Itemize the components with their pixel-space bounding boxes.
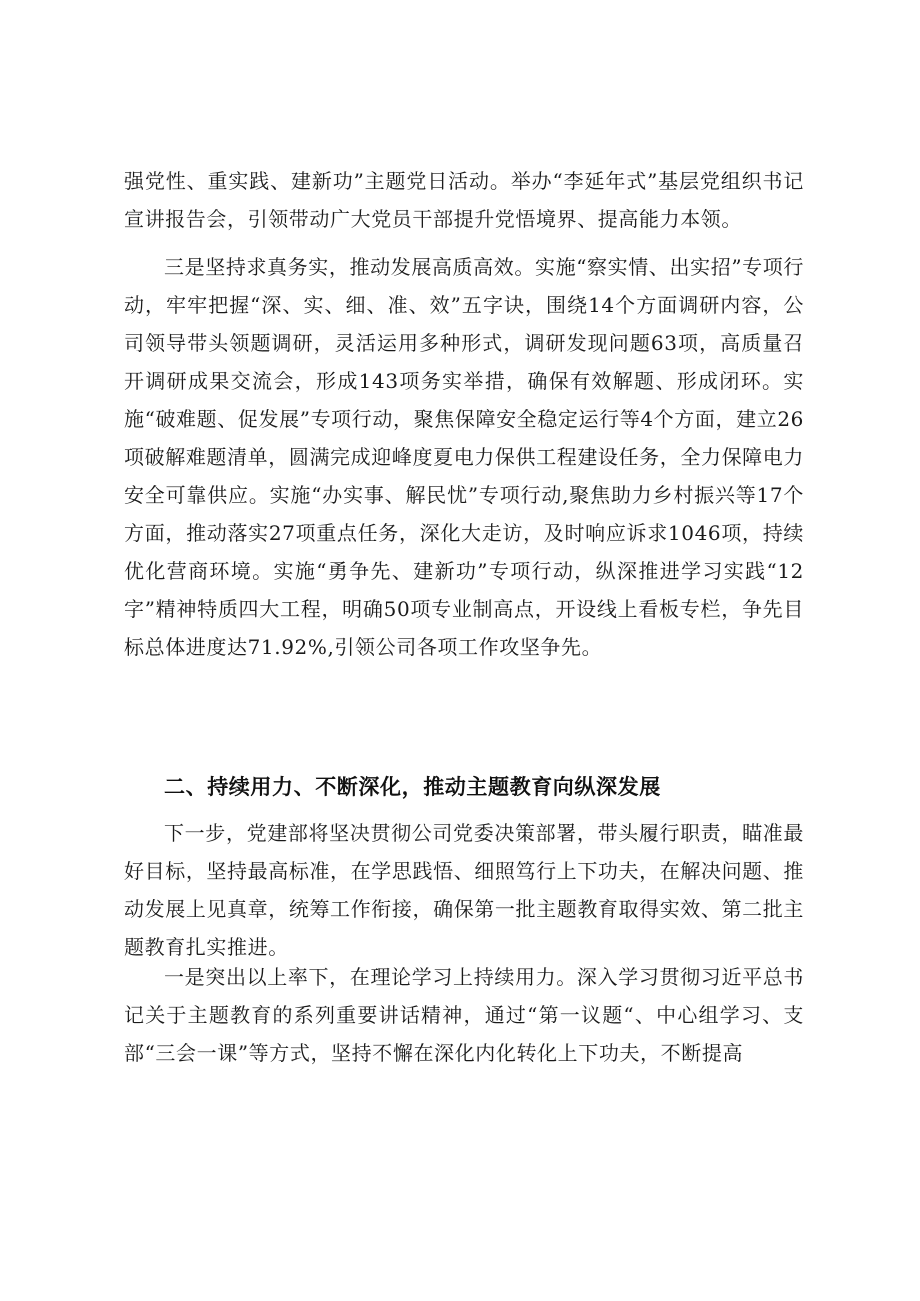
paragraph-2: 三是坚持求真务实，推动发展高质高效。实施“察实情、出实招”专项行动，牢牢把握“深、实、细、准、效”五字诀，围绕14个方面调研内容，公司领导带头领题调研，灵活运用多种形式，调研发现问题63项，高质量召开调研成果交流会，形成143项务实举措，确保有效解题、形成闭环。实施“破难题、促发展”专项行动，聚焦保障安全稳定运行等4个方面，建立26项破解难题清单，圆满完成迎峰度夏电力保供工程建设任务，全力保障电力安全可靠供应。实施“办实事、解民忧”专项行动,聚焦助力乡村振兴等17个方面，推动落实27项重点任务，深化大走访，及时响应诉求1046项，持续优化营商环境。实施“勇争先、建新功”专项行动，纵深推进学习实践“12字”精神特质四大工程，明确50项专业制高点，开设线上看板专栏，争先目标总体进度达71.92%,引领公司各项工作攻坚争先。 <box>124 255 804 659</box>
section-heading: 二、持续用力、不断深化，推动主题教育向纵深发展 <box>164 775 661 799</box>
paragraph-1: 强党性、重实践、建新功”主题党日活动。举办“李延年式”基层党组织书记宣讲报告会，引领带动广大党员干部提升党悟境界、提高能力本领。 <box>124 169 804 231</box>
paragraph-4: 一是突出以上率下，在理论学习上持续用力。深入学习贯彻习近平总书记关于主题教育的系列重要讲话精神，通过“第一议题“、中心组学习、支部“三会一课”等方式，坚持不懈在深化内化转化上下功夫，不断提高 <box>124 965 804 1065</box>
paragraph-3: 下一步，党建部将坚决贯彻公司党委决策部署，带头履行职责，瞄准最好目标，坚持最高标准，在学思践悟、细照笃行上下功夫，在解决问题、推动发展上见真章，统筹工作衔接，确保第一批主题教育取得实效、第二批主题教育扎实推进。 <box>124 821 804 959</box>
